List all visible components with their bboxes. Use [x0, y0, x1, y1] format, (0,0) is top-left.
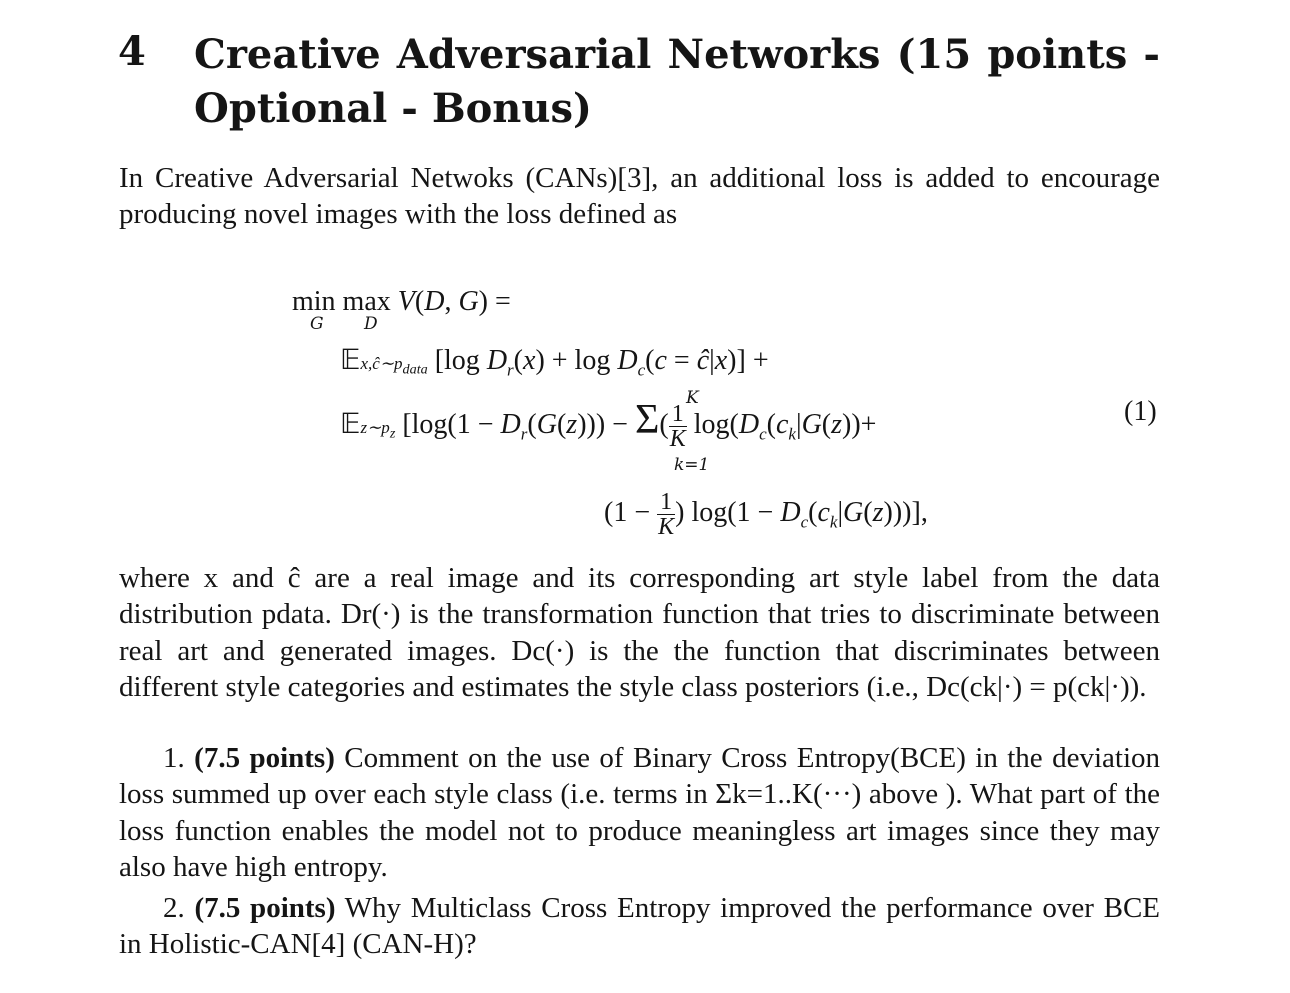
section-number: 4 [118, 28, 146, 75]
sum-lower-limit: k=1 [674, 455, 710, 475]
equation-sub-d: D [364, 314, 378, 334]
question-2-label: 2. [163, 892, 185, 924]
sum-upper-limit: K [686, 388, 699, 408]
question-2 [119, 890, 1160, 963]
question-2-points: (7.5 points) [194, 892, 336, 924]
equation-line-3: $𝔼z\sim p_z$ [$\log(1 - D_r(G(z))) - \Sigma$( $\frac{1}{K}$ $\log(D_c(c_k|G(z))+$ [340, 397, 877, 453]
body-paragraph: where x and ĉ are a real image and its corresponding art style label from the data distribution pdata. Dr(·) is the transformation function that tries to discriminate between real art and generated images. Dc(·) is the the function that discriminates between different style categories and estimates the style class posteriors (i.e., Dc(ck|·) = p(ck|·)). [119, 562, 1160, 703]
equation-line-4: (1 − $\frac{1}{K}$ ) $\log(1 - D_c(c_k|G(z)))$], [604, 489, 928, 540]
equation-sub-g: G [310, 314, 324, 334]
question-1-text: Comment on the use of Binary Cross Entropy(BCE) in the deviation loss summed up over each style class (i.e. terms in Σk=1..K(···) above ). What part of the loss function enables the model not to produce meaningless art images since they may also have high entropy. [119, 742, 1160, 883]
question-2-text: Why Multiclass Cross Entropy improved the performance over BCE in Holistic-CAN[4] (CAN-H)? [119, 892, 1161, 961]
intro-paragraph: In Creative Adversarial Netwoks (CANs)[3], an additional loss is added to encourage producing novel images with the loss defined as [119, 162, 1160, 231]
equation-number: (1) [1124, 396, 1157, 427]
question-1-label: 1. [163, 742, 185, 774]
equation-line-2: $𝔼x,ĉ\sim p_{data}$ [log $D_r(x) + \log D_c(c$ = ĉ|x)] + [340, 345, 769, 380]
equation-line-1: min max V(D, G) = [292, 286, 511, 317]
question-1-points: (7.5 points) [194, 742, 335, 774]
question-1 [119, 740, 1160, 885]
section-title: Creative Adversarial Networks (15 points - Optional - Bonus) [194, 31, 1160, 132]
